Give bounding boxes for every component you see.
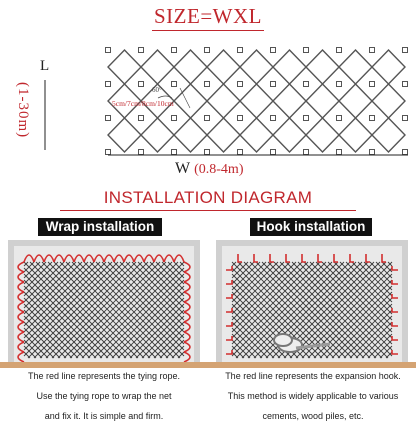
hook-caption-line: The red line represents the expansion hook. bbox=[225, 371, 401, 381]
length-letter: L bbox=[40, 58, 50, 74]
mesh-knot bbox=[205, 150, 210, 155]
mesh-knot bbox=[238, 48, 243, 53]
length-range: (1-30m) bbox=[15, 82, 31, 139]
hook-caption-line: This method is widely applicable to various bbox=[227, 391, 399, 401]
width-range: (0.8-4m) bbox=[194, 162, 244, 177]
wrap-ground bbox=[0, 362, 208, 368]
mesh-knot bbox=[403, 48, 408, 53]
mesh-diamond bbox=[207, 50, 240, 84]
mesh-diamond bbox=[339, 118, 372, 152]
mesh-knot bbox=[205, 82, 210, 87]
mesh-knot bbox=[238, 116, 243, 121]
hook-installation-badge: Hook installation bbox=[250, 218, 372, 236]
mesh-knot bbox=[106, 82, 111, 87]
mesh-diamond bbox=[141, 118, 174, 152]
mesh-knot bbox=[139, 116, 144, 121]
mesh-diamond bbox=[273, 84, 306, 118]
mesh-diamond bbox=[273, 118, 306, 152]
mesh-knot bbox=[106, 48, 111, 53]
mesh-diamond bbox=[108, 118, 141, 152]
mesh-knot bbox=[172, 48, 177, 53]
mesh-knot bbox=[304, 48, 309, 53]
hook-sample-icon bbox=[274, 334, 292, 346]
mesh-diamond bbox=[306, 84, 339, 118]
hook-caption-line: cements, wood piles, etc. bbox=[262, 411, 364, 421]
mesh-knot bbox=[403, 116, 408, 121]
mesh-knot bbox=[403, 82, 408, 87]
mesh-knot bbox=[106, 116, 111, 121]
mesh-diamond bbox=[240, 84, 273, 118]
hook-ground bbox=[208, 362, 416, 368]
mesh-diamond bbox=[273, 50, 306, 84]
width-letter: W bbox=[175, 160, 191, 177]
installation-title-rule bbox=[60, 210, 356, 211]
mesh-knot bbox=[172, 150, 177, 155]
mesh-knot bbox=[370, 150, 375, 155]
mesh-diamond bbox=[240, 118, 273, 152]
mesh-knot bbox=[139, 82, 144, 87]
mesh-knot bbox=[337, 82, 342, 87]
mesh-diamond bbox=[174, 84, 207, 118]
width-label bbox=[175, 160, 244, 178]
mesh-diamond bbox=[339, 50, 372, 84]
mesh-sizes-label: 5cm/7cm/8cm/10cm bbox=[112, 99, 174, 108]
wrap-caption-line: and fix it. It is simple and firm. bbox=[44, 411, 164, 421]
mesh-knot bbox=[172, 116, 177, 121]
mesh-diamond bbox=[174, 50, 207, 84]
mesh-knot bbox=[172, 82, 177, 87]
mesh-diamond bbox=[108, 50, 141, 84]
mesh-knot bbox=[304, 82, 309, 87]
mesh-knot bbox=[238, 82, 243, 87]
mesh-knot bbox=[337, 150, 342, 155]
mesh-diamond bbox=[372, 118, 405, 152]
wrap-caption bbox=[0, 370, 208, 430]
mesh-knot bbox=[304, 116, 309, 121]
mesh-knot bbox=[370, 82, 375, 87]
mesh-knot bbox=[205, 48, 210, 53]
mesh-diamond bbox=[306, 118, 339, 152]
mesh-knot bbox=[238, 150, 243, 155]
mesh-knot bbox=[271, 48, 276, 53]
mesh-knot bbox=[304, 150, 309, 155]
hook-caption bbox=[210, 370, 416, 430]
mesh-knot bbox=[403, 150, 408, 155]
mesh-knot bbox=[271, 82, 276, 87]
mesh-knot bbox=[139, 48, 144, 53]
mesh-diamond bbox=[174, 118, 207, 152]
hook-installation-illustration bbox=[208, 240, 416, 368]
mesh-knot bbox=[271, 150, 276, 155]
mesh-diamond bbox=[207, 118, 240, 152]
mesh-diamond bbox=[339, 84, 372, 118]
mesh-diamond bbox=[306, 50, 339, 84]
wrap-caption-line: The red line represents the tying rope. bbox=[27, 371, 181, 381]
wrap-installation-badge: Wrap installation bbox=[38, 218, 162, 236]
mesh-diamond bbox=[141, 50, 174, 84]
mesh-diamond bbox=[372, 84, 405, 118]
mesh-knot bbox=[106, 150, 111, 155]
mesh-knot bbox=[271, 116, 276, 121]
mesh-knot bbox=[337, 116, 342, 121]
mesh-diamond bbox=[240, 50, 273, 84]
wrap-installation-illustration bbox=[0, 240, 208, 368]
mesh-angle-label: 60° bbox=[152, 86, 162, 94]
installation-title: INSTALLATION DIAGRAM bbox=[103, 188, 313, 207]
mesh-knot bbox=[337, 48, 342, 53]
mesh-knot bbox=[370, 116, 375, 121]
size-title-text: SIZE=WXL bbox=[152, 4, 264, 31]
mesh-diamond bbox=[372, 50, 405, 84]
mesh-knot bbox=[139, 150, 144, 155]
mesh-knot bbox=[205, 116, 210, 121]
angle-pointer bbox=[180, 88, 190, 108]
mesh-diamond bbox=[207, 84, 240, 118]
wrap-caption-line: Use the tying rope to wrap the net bbox=[36, 391, 172, 401]
mesh-knot bbox=[370, 48, 375, 53]
